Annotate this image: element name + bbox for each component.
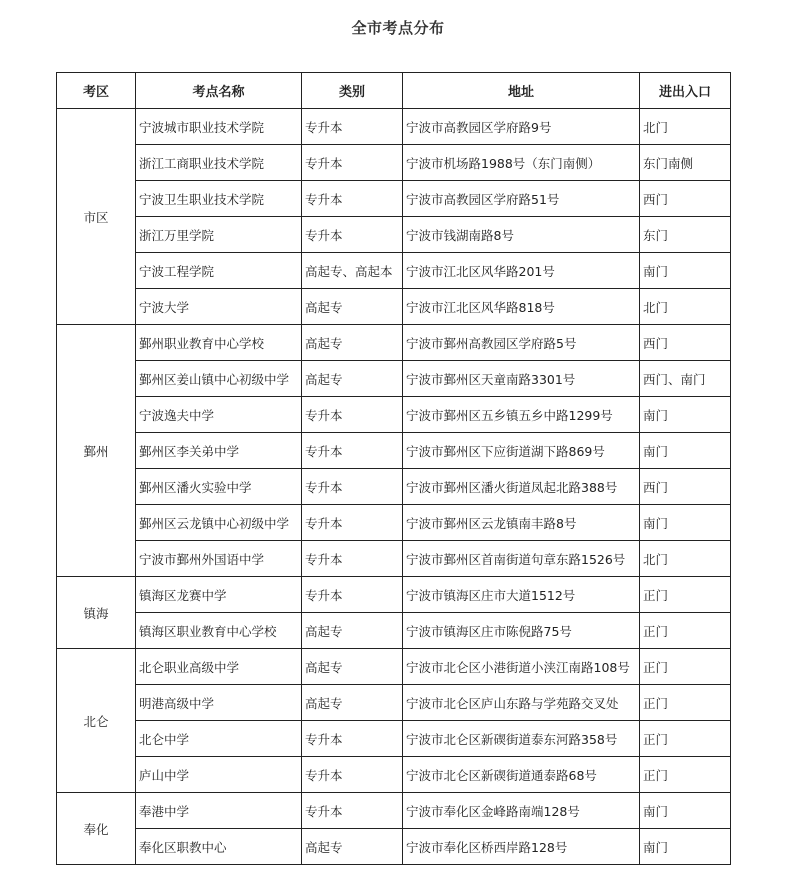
district-cell: 市区: [57, 109, 136, 325]
table-row: [57, 721, 731, 757]
school-name-cell: 奉化区职教中心: [136, 829, 302, 865]
entrance-cell: 南门: [640, 793, 731, 829]
school-name-cell: 宁波市鄞州外国语中学: [136, 541, 302, 577]
school-name-cell: 鄞州职业教育中心学校: [136, 325, 302, 361]
entrance-cell: 南门: [640, 829, 731, 865]
school-name-cell: 镇海区职业教育中心学校: [136, 613, 302, 649]
school-name-cell: 宁波卫生职业技术学院: [136, 181, 302, 217]
address-cell: 宁波市奉化区桥西岸路128号: [403, 829, 640, 865]
entrance-cell: 北门: [640, 541, 731, 577]
category-cell: 高起专: [302, 685, 403, 721]
address-cell: 宁波市高教园区学府路51号: [403, 181, 640, 217]
school-name-cell: 奉港中学: [136, 793, 302, 829]
district-cell: 奉化: [57, 793, 136, 865]
table-row: [57, 613, 731, 649]
header-district: 考区: [57, 73, 136, 109]
address-cell: 宁波市鄞州区下应街道湖下路869号: [403, 433, 640, 469]
entrance-cell: 南门: [640, 505, 731, 541]
entrance-cell: 正门: [640, 613, 731, 649]
entrance-cell: 正门: [640, 577, 731, 613]
address-cell: 宁波市鄞州区天童南路3301号: [403, 361, 640, 397]
address-cell: 宁波市高教园区学府路9号: [403, 109, 640, 145]
address-cell: 宁波市镇海区庄市陈倪路75号: [403, 613, 640, 649]
table-row: [57, 505, 731, 541]
table-row: [57, 793, 731, 829]
category-cell: 专升本: [302, 505, 403, 541]
entrance-cell: 西门: [640, 469, 731, 505]
category-cell: 高起专: [302, 829, 403, 865]
category-cell: 专升本: [302, 721, 403, 757]
table-row: [57, 361, 731, 397]
entrance-cell: 南门: [640, 253, 731, 289]
address-cell: 宁波市钱湖南路8号: [403, 217, 640, 253]
table-row: [57, 181, 731, 217]
table-row: [57, 541, 731, 577]
table-row: [57, 397, 731, 433]
school-name-cell: 镇海区龙赛中学: [136, 577, 302, 613]
table-row: [57, 325, 731, 361]
header-type: 类别: [302, 73, 403, 109]
header-school: 考点名称: [136, 73, 302, 109]
address-cell: 宁波市江北区风华路201号: [403, 253, 640, 289]
entrance-cell: 西门: [640, 181, 731, 217]
address-cell: 宁波市鄞州区潘火街道凤起北路388号: [403, 469, 640, 505]
entrance-cell: 正门: [640, 685, 731, 721]
page-title: 全市考点分布: [351, 19, 445, 37]
address-cell: 宁波市鄞州高教园区学府路5号: [403, 325, 640, 361]
school-name-cell: 鄞州区潘火实验中学: [136, 469, 302, 505]
school-name-cell: 北仑中学: [136, 721, 302, 757]
district-cell: 镇海: [57, 577, 136, 649]
table-row: [57, 469, 731, 505]
school-name-cell: 宁波逸夫中学: [136, 397, 302, 433]
category-cell: 专升本: [302, 577, 403, 613]
address-cell: 宁波市江北区风华路818号: [403, 289, 640, 325]
table-row: [57, 829, 731, 865]
school-name-cell: 宁波工程学院: [136, 253, 302, 289]
category-cell: 专升本: [302, 541, 403, 577]
category-cell: 专升本: [302, 469, 403, 505]
category-cell: 专升本: [302, 145, 403, 181]
address-cell: 宁波市鄞州区首南街道句章东路1526号: [403, 541, 640, 577]
exam-site-table: [56, 72, 731, 865]
category-cell: 专升本: [302, 433, 403, 469]
address-cell: 宁波市鄞州区云龙镇南丰路8号: [403, 505, 640, 541]
category-cell: 高起专: [302, 325, 403, 361]
table-row: [57, 289, 731, 325]
entrance-cell: 正门: [640, 757, 731, 793]
address-cell: 宁波市机场路1988号（东门南侧）: [403, 145, 640, 181]
category-cell: 高起专: [302, 361, 403, 397]
table-row: [57, 649, 731, 685]
address-cell: 宁波市镇海区庄市大道1512号: [403, 577, 640, 613]
table-row: [57, 253, 731, 289]
entrance-cell: 南门: [640, 433, 731, 469]
school-name-cell: 宁波大学: [136, 289, 302, 325]
table-row: [57, 685, 731, 721]
school-name-cell: 庐山中学: [136, 757, 302, 793]
table-row: [57, 757, 731, 793]
table-body: [57, 109, 731, 865]
table-row: [57, 109, 731, 145]
entrance-cell: 北门: [640, 289, 731, 325]
category-cell: 专升本: [302, 217, 403, 253]
school-name-cell: 北仑职业高级中学: [136, 649, 302, 685]
district-cell: 鄞州: [57, 325, 136, 577]
school-name-cell: 浙江工商职业技术学院: [136, 145, 302, 181]
table-row: [57, 217, 731, 253]
entrance-cell: 北门: [640, 109, 731, 145]
address-cell: 宁波市北仑区小港街道小浃江南路108号: [403, 649, 640, 685]
school-name-cell: 鄞州区姜山镇中心初级中学: [136, 361, 302, 397]
category-cell: 专升本: [302, 181, 403, 217]
entrance-cell: 东门南侧: [640, 145, 731, 181]
address-cell: 宁波市北仑区新碶街道泰东河路358号: [403, 721, 640, 757]
entrance-cell: 南门: [640, 397, 731, 433]
entrance-cell: 东门: [640, 217, 731, 253]
category-cell: 高起专: [302, 613, 403, 649]
table-row: [57, 145, 731, 181]
school-name-cell: 鄞州区李关弟中学: [136, 433, 302, 469]
entrance-cell: 正门: [640, 649, 731, 685]
category-cell: 专升本: [302, 109, 403, 145]
school-name-cell: 明港高级中学: [136, 685, 302, 721]
table-row: [57, 433, 731, 469]
school-name-cell: 鄞州区云龙镇中心初级中学: [136, 505, 302, 541]
category-cell: 专升本: [302, 397, 403, 433]
header-address: 地址: [403, 73, 640, 109]
address-cell: 宁波市鄞州区五乡镇五乡中路1299号: [403, 397, 640, 433]
table-row: [57, 577, 731, 613]
category-cell: 高起专: [302, 649, 403, 685]
entrance-cell: 西门: [640, 325, 731, 361]
category-cell: 专升本: [302, 793, 403, 829]
table-header-row: [57, 73, 731, 109]
entrance-cell: 西门、南门: [640, 361, 731, 397]
school-name-cell: 宁波城市职业技术学院: [136, 109, 302, 145]
header-entrance: 进出入口: [640, 73, 731, 109]
address-cell: 宁波市奉化区金峰路南端128号: [403, 793, 640, 829]
category-cell: 高起专、高起本: [302, 253, 403, 289]
entrance-cell: 正门: [640, 721, 731, 757]
district-cell: 北仑: [57, 649, 136, 793]
category-cell: 专升本: [302, 757, 403, 793]
category-cell: 高起专: [302, 289, 403, 325]
address-cell: 宁波市北仑区新碶街道通泰路68号: [403, 757, 640, 793]
address-cell: 宁波市北仑区庐山东路与学苑路交叉处: [403, 685, 640, 721]
school-name-cell: 浙江万里学院: [136, 217, 302, 253]
